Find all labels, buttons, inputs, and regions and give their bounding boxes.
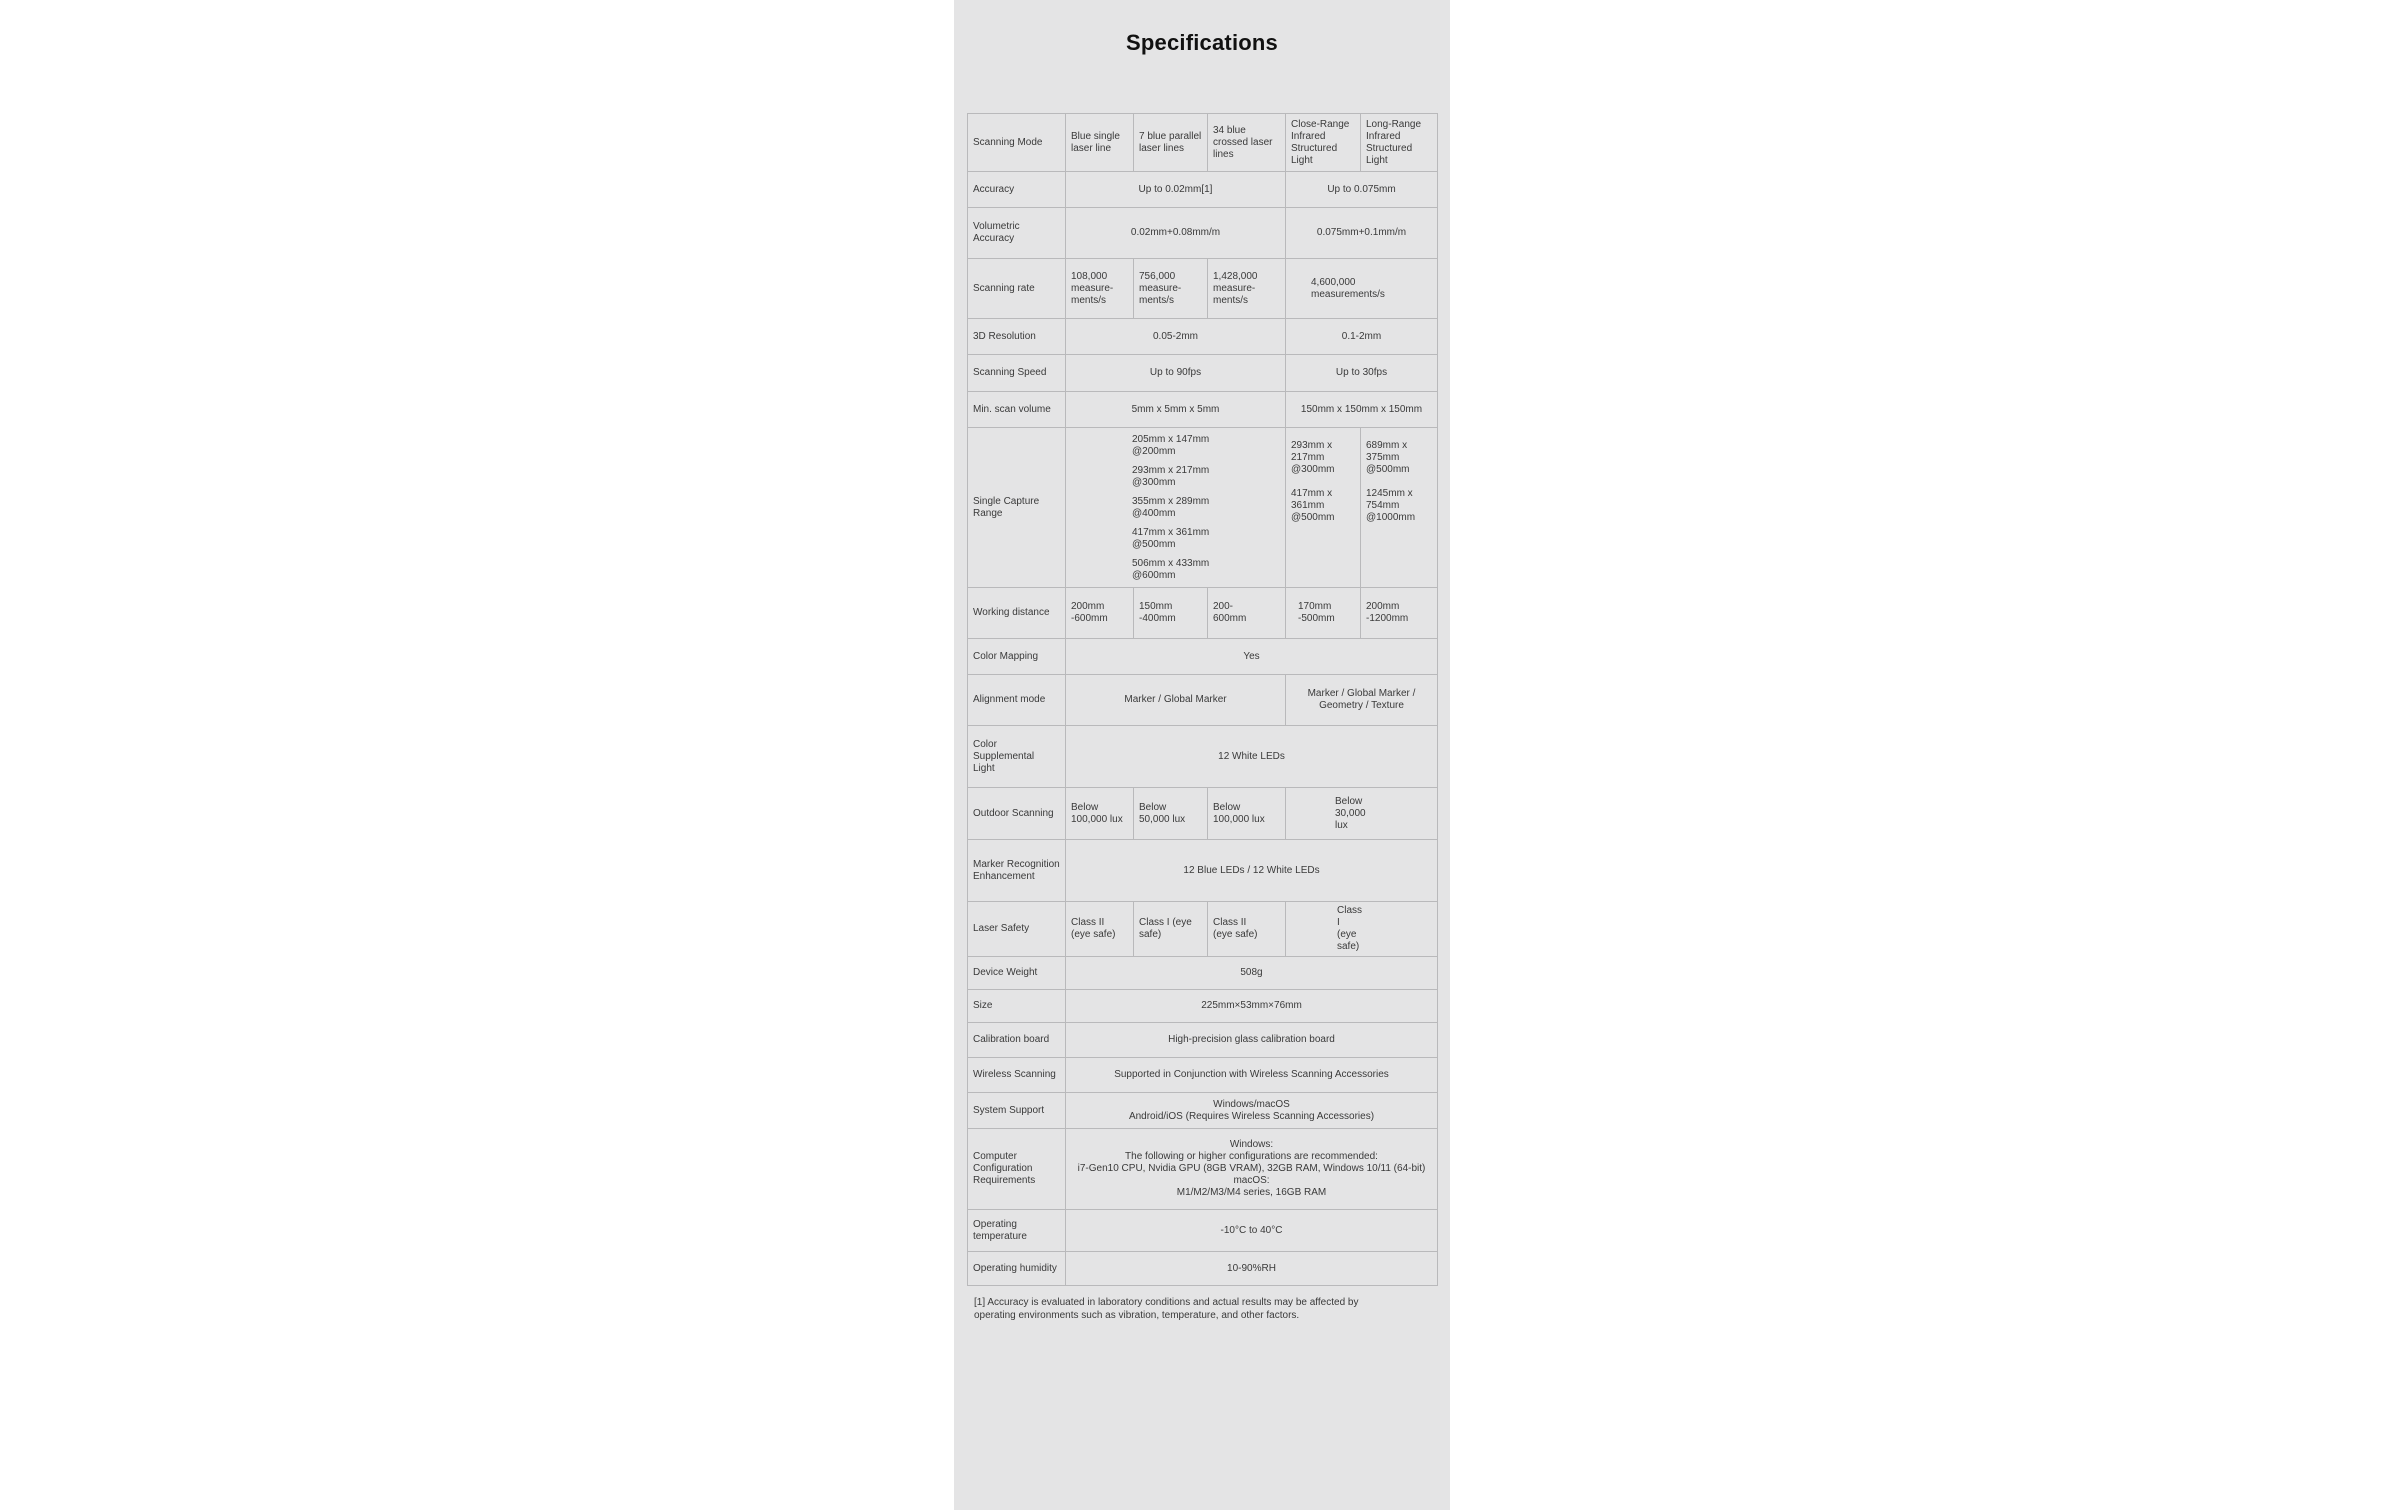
- value-all: -10°C to 40°C: [1066, 1210, 1438, 1252]
- value-infrared: Up to 0.075mm: [1286, 172, 1438, 208]
- row-label: Working distance: [968, 588, 1066, 639]
- system-line: Android/iOS (Requires Wireless Scanning Accessories): [1128, 1110, 1375, 1122]
- row-label: Scanning Mode: [968, 114, 1066, 172]
- range-entry: 506mm x 433mm @600mm: [1132, 557, 1210, 581]
- value-infrared: Below 30,000 lux: [1286, 788, 1438, 840]
- value-mode-3: 1,428,000 measure- ments/s: [1208, 259, 1286, 319]
- spec-panel: [954, 0, 1450, 1510]
- value-infrared: 4,600,000 measurements/s: [1286, 259, 1438, 319]
- value-all: 508g: [1066, 957, 1438, 990]
- row-label: Accuracy: [968, 172, 1066, 208]
- table-row: [968, 392, 1438, 428]
- capture-range-mode-4: [1286, 428, 1361, 588]
- value-mode-3: 200- 600mm: [1208, 588, 1286, 639]
- value-mode-5: 200mm -1200mm: [1361, 588, 1438, 639]
- value-mode-2: Below 50,000 lux: [1134, 788, 1208, 840]
- row-label: Calibration board: [968, 1023, 1066, 1058]
- table-row: [968, 990, 1438, 1023]
- page-title: Specifications: [1126, 30, 1278, 55]
- value-laser: 0.02mm+0.08mm/m: [1066, 208, 1286, 259]
- table-row: [968, 639, 1438, 675]
- table-row: [968, 428, 1438, 588]
- value-infrared: 150mm x 150mm x 150mm: [1286, 392, 1438, 428]
- table-row: [968, 208, 1438, 259]
- table-row: [968, 588, 1438, 639]
- config-line: M1/M2/M3/M4 series, 16GB RAM: [1176, 1187, 1327, 1198]
- table-row: [968, 1210, 1438, 1252]
- value-all: [1066, 1093, 1438, 1129]
- mode-2: 7 blue parallel laser lines: [1134, 114, 1208, 172]
- row-label: Color Supplemental Light: [968, 726, 1066, 788]
- capture-range-mode-5: [1361, 428, 1438, 588]
- value-laser: 0.05-2mm: [1066, 319, 1286, 355]
- range-entry: 689mm x 375mm @500mm: [1366, 440, 1410, 475]
- mode-1: Blue single laser line: [1066, 114, 1134, 172]
- config-line: The following or higher configurations are recommended:: [1125, 1151, 1378, 1162]
- table-row: [968, 319, 1438, 355]
- range-entry: 293mm x 217mm @300mm: [1132, 464, 1210, 488]
- value-mode-2: 756,000 measure- ments/s: [1134, 259, 1208, 319]
- value-mode-2: Class I (eye safe): [1134, 902, 1208, 957]
- config-line: macOS:: [1233, 1175, 1270, 1186]
- table-row: [968, 726, 1438, 788]
- config-line: i7-Gen10 CPU, Nvidia GPU (8GB VRAM), 32GB RAM, Windows 10/11 (64-bit): [1077, 1163, 1426, 1174]
- table-row: [968, 788, 1438, 840]
- row-label: Operating temperature: [968, 1210, 1066, 1252]
- row-label: Laser Safety: [968, 902, 1066, 957]
- table-row: [968, 259, 1438, 319]
- row-label: Alignment mode: [968, 675, 1066, 726]
- row-label: Size: [968, 990, 1066, 1023]
- system-line: Windows/macOS: [1213, 1098, 1290, 1110]
- row-label: Color Mapping: [968, 639, 1066, 675]
- value-all: 12 Blue LEDs / 12 White LEDs: [1066, 840, 1438, 902]
- value-mode-1: Below 100,000 lux: [1066, 788, 1134, 840]
- row-label: Outdoor Scanning: [968, 788, 1066, 840]
- value-laser: Up to 0.02mm[1]: [1066, 172, 1286, 208]
- range-entry: 355mm x 289mm @400mm: [1132, 495, 1210, 519]
- table-row: [968, 840, 1438, 902]
- table-row: [968, 1058, 1438, 1093]
- value-mode-1: Class II (eye safe): [1066, 902, 1134, 957]
- value-infrared: Class I (eye safe): [1286, 902, 1438, 957]
- row-label: Operating humidity: [968, 1252, 1066, 1286]
- value-all: [1066, 1129, 1438, 1210]
- value-all: 10-90%RH: [1066, 1252, 1438, 1286]
- table-row: [968, 957, 1438, 990]
- table-row: [968, 172, 1438, 208]
- config-line: Windows:: [1229, 1139, 1274, 1150]
- row-label: Scanning rate: [968, 259, 1066, 319]
- value-infrared: Marker / Global Marker / Geometry / Texture: [1286, 675, 1438, 726]
- range-entry: 417mm x 361mm @500mm: [1132, 526, 1210, 550]
- row-label: Device Weight: [968, 957, 1066, 990]
- row-label: Computer Configuration Requirements: [968, 1129, 1066, 1210]
- value-mode-3: Class II (eye safe): [1208, 902, 1286, 957]
- mode-4: Close-Range Infrared Structured Light: [1286, 114, 1361, 172]
- row-label: Marker Recognition Enhancement: [968, 840, 1066, 902]
- value-infrared: 0.075mm+0.1mm/m: [1286, 208, 1438, 259]
- value-mode-2: 150mm -400mm: [1134, 588, 1208, 639]
- range-entry: 417mm x 361mm @500mm: [1291, 488, 1335, 523]
- table-row: [968, 902, 1438, 957]
- value-all: 225mm×53mm×76mm: [1066, 990, 1438, 1023]
- value-all: Supported in Conjunction with Wireless Scanning Accessories: [1066, 1058, 1438, 1093]
- table-row: [968, 1129, 1438, 1210]
- value-mode-1: 200mm -600mm: [1066, 588, 1134, 639]
- table-row: [968, 355, 1438, 392]
- value-infrared: Up to 30fps: [1286, 355, 1438, 392]
- footnote: [1] Accuracy is evaluated in laboratory conditions and actual results may be affected by operating environments such as vibration, temperature, and other factors.: [974, 1297, 1359, 1321]
- range-entry: 1245mm x 754mm @1000mm: [1366, 488, 1416, 523]
- row-label: Wireless Scanning: [968, 1058, 1066, 1093]
- value-mode-1: 108,000 measure- ments/s: [1066, 259, 1134, 319]
- row-label: 3D Resolution: [968, 319, 1066, 355]
- mode-5: Long-Range Infrared Structured Light: [1361, 114, 1438, 172]
- value-all: 12 White LEDs: [1066, 726, 1438, 788]
- value-laser: 5mm x 5mm x 5mm: [1066, 392, 1286, 428]
- value-all: Yes: [1066, 639, 1438, 675]
- table-row: [968, 1023, 1438, 1058]
- table-row: [968, 675, 1438, 726]
- value-infrared: 0.1-2mm: [1286, 319, 1438, 355]
- range-entry: 205mm x 147mm @200mm: [1132, 433, 1210, 457]
- range-entry: 293mm x 217mm @300mm: [1291, 440, 1335, 475]
- row-label: Min. scan volume: [968, 392, 1066, 428]
- row-label: Single Capture Range: [968, 428, 1066, 588]
- capture-range-laser: [1066, 428, 1286, 588]
- row-label: Scanning Speed: [968, 355, 1066, 392]
- value-laser: Up to 90fps: [1066, 355, 1286, 392]
- value-mode-3: Below 100,000 lux: [1208, 788, 1286, 840]
- value-mode-4: 170mm -500mm: [1286, 588, 1361, 639]
- row-label: Volumetric Accuracy: [968, 208, 1066, 259]
- table-row: [968, 114, 1438, 172]
- value-laser: Marker / Global Marker: [1066, 675, 1286, 726]
- spec-table: [967, 113, 1438, 1286]
- mode-3: 34 blue crossed laser lines: [1208, 114, 1286, 172]
- value-all: High-precision glass calibration board: [1066, 1023, 1438, 1058]
- table-row: [968, 1252, 1438, 1286]
- row-label: System Support: [968, 1093, 1066, 1129]
- table-row: [968, 1093, 1438, 1129]
